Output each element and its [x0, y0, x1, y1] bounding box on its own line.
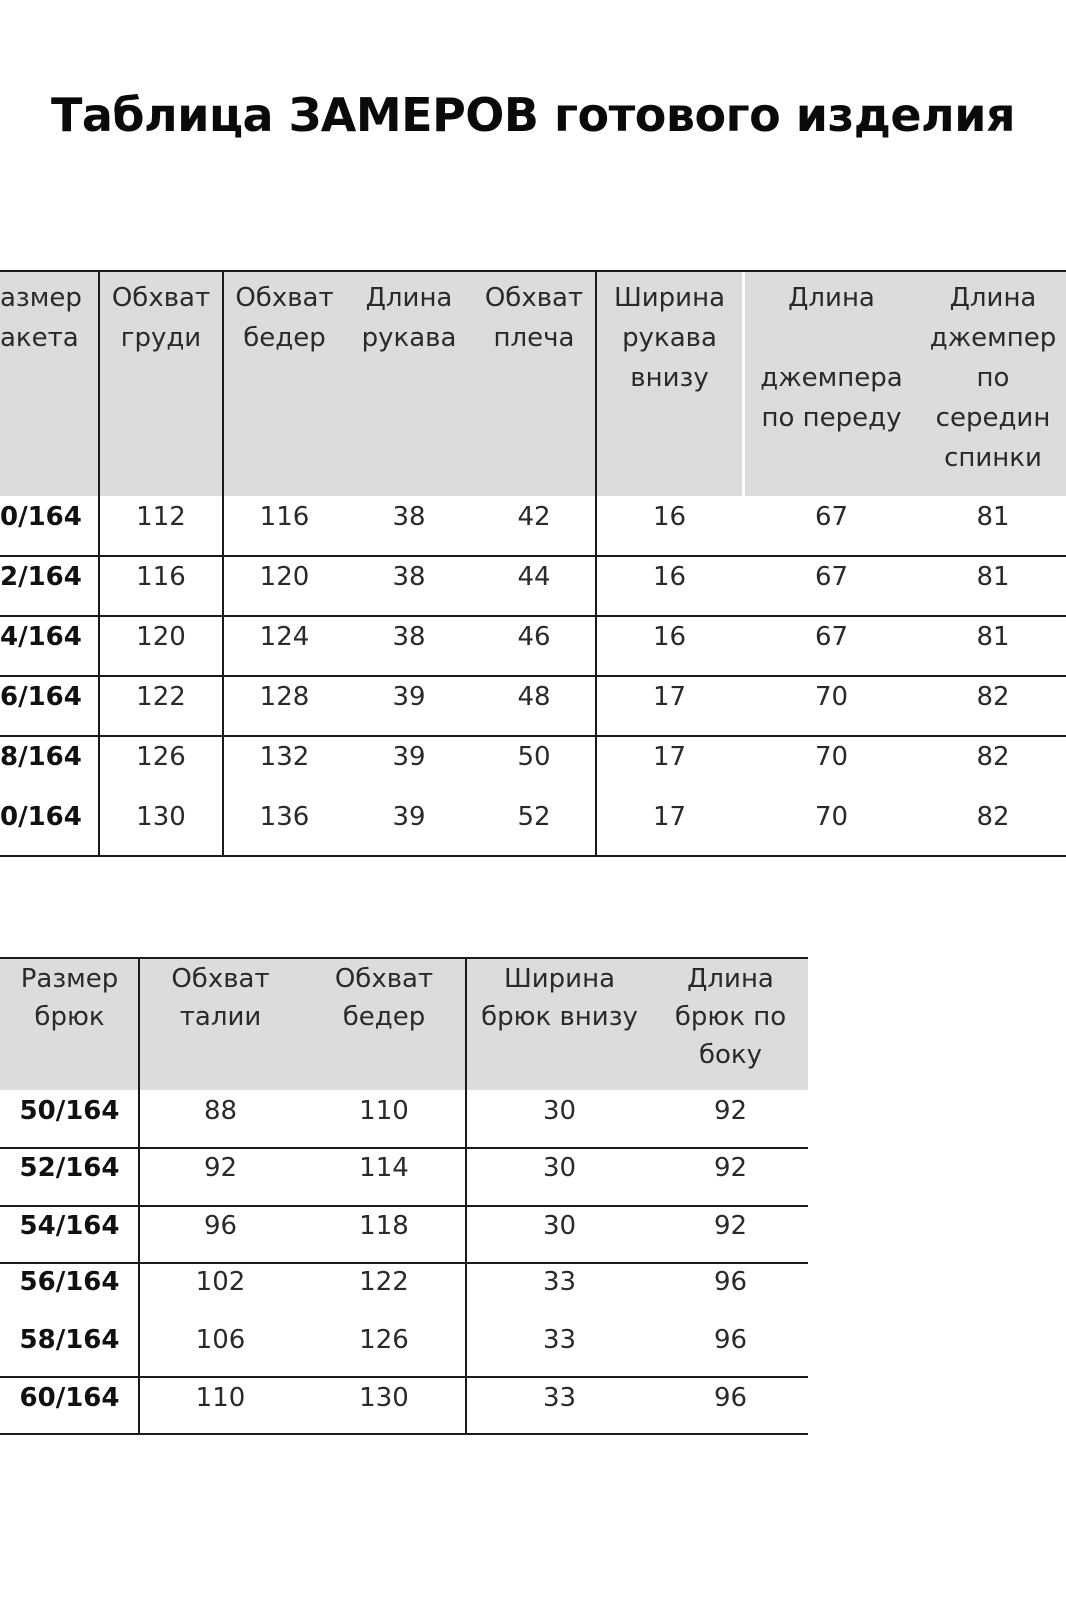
- value-cell: 92: [203, 1153, 238, 1183]
- value-cell: 39: [392, 682, 426, 712]
- value-cell: 16: [652, 502, 687, 532]
- value-cell: 70: [814, 682, 849, 712]
- value-cell: 67: [814, 562, 849, 592]
- value-cell: 88: [203, 1096, 238, 1126]
- value-cell: 82: [976, 742, 1010, 772]
- header-cell: Длина джемпер по середин спинки: [920, 272, 1066, 496]
- size-cell: 6/164: [0, 682, 82, 712]
- row-divider: [0, 615, 1066, 617]
- value-cell: 33: [542, 1267, 577, 1297]
- value-cell: 81: [976, 502, 1010, 532]
- value-cell: 126: [359, 1325, 409, 1355]
- value-cell: 120: [136, 622, 186, 652]
- value-cell: 92: [713, 1096, 748, 1126]
- column-divider: [595, 272, 597, 857]
- value-cell: 96: [713, 1383, 748, 1413]
- value-cell: 39: [392, 802, 426, 832]
- value-cell: 30: [542, 1153, 577, 1183]
- header-cell: Обхват бедер: [302, 958, 466, 1090]
- row-divider: [0, 735, 1066, 737]
- value-cell: 130: [136, 802, 186, 832]
- page-title: Таблица ЗАМЕРОВ готового изделия: [50, 88, 1015, 142]
- value-cell: 33: [542, 1383, 577, 1413]
- value-cell: 38: [392, 622, 426, 652]
- column-divider: [465, 958, 467, 1435]
- value-cell: 116: [259, 502, 310, 532]
- value-cell: 81: [976, 562, 1010, 592]
- value-cell: 122: [136, 682, 186, 712]
- value-cell: 112: [136, 502, 186, 532]
- size-cell: 4/164: [0, 622, 82, 652]
- header-cell: Длина рукава: [346, 272, 472, 496]
- value-cell: 110: [359, 1096, 409, 1126]
- value-cell: 106: [195, 1325, 246, 1355]
- header-cell: Длина джемпера по переду: [743, 272, 920, 496]
- value-cell: 96: [203, 1211, 238, 1241]
- value-cell: 70: [814, 742, 849, 772]
- row-divider: [0, 1147, 808, 1149]
- value-cell: 46: [517, 622, 551, 652]
- value-cell: 70: [814, 802, 849, 832]
- row-divider: [0, 1205, 808, 1207]
- row-divider: [0, 555, 1066, 557]
- header-cell: Ширина брюк внизу: [466, 958, 653, 1090]
- size-cell: 54/164: [19, 1211, 120, 1241]
- size-cell: 56/164: [19, 1267, 120, 1297]
- value-cell: 39: [392, 742, 426, 772]
- value-cell: 38: [392, 502, 426, 532]
- value-cell: 16: [652, 562, 687, 592]
- value-cell: 67: [814, 502, 849, 532]
- row-divider: [0, 1262, 808, 1264]
- header-cell: Обхват плеча: [472, 272, 596, 496]
- size-cell: 60/164: [19, 1383, 120, 1413]
- header-cell: Обхват бедер: [223, 272, 346, 496]
- value-cell: 96: [713, 1325, 748, 1355]
- column-divider: [138, 958, 140, 1435]
- row-divider: [0, 1433, 808, 1435]
- value-cell: 67: [814, 622, 849, 652]
- size-cell: 8/164: [0, 742, 82, 772]
- header-cell: Ширина рукава внизу: [596, 272, 743, 496]
- value-cell: 81: [976, 622, 1010, 652]
- row-divider: [0, 957, 808, 959]
- value-cell: 136: [259, 802, 310, 832]
- value-cell: 33: [542, 1325, 577, 1355]
- value-cell: 110: [195, 1383, 246, 1413]
- value-cell: 38: [392, 562, 426, 592]
- value-cell: 120: [259, 562, 310, 592]
- header-cell: Обхват груди: [99, 272, 223, 496]
- header-gap: [742, 272, 745, 496]
- column-divider: [222, 272, 224, 857]
- value-cell: 132: [259, 742, 310, 772]
- header-cell: Длина брюк по боку: [653, 958, 808, 1090]
- column-divider: [98, 272, 100, 857]
- size-cell: 58/164: [19, 1325, 120, 1355]
- value-cell: 17: [652, 682, 687, 712]
- value-cell: 52: [517, 802, 551, 832]
- value-cell: 126: [136, 742, 186, 772]
- size-cell: 2/164: [0, 562, 82, 592]
- value-cell: 30: [542, 1096, 577, 1126]
- value-cell: 128: [259, 682, 310, 712]
- value-cell: 124: [259, 622, 310, 652]
- value-cell: 82: [976, 802, 1010, 832]
- value-cell: 82: [976, 682, 1010, 712]
- value-cell: 17: [652, 802, 687, 832]
- value-cell: 122: [359, 1267, 409, 1297]
- value-cell: 102: [195, 1267, 246, 1297]
- size-cell: 0/164: [0, 802, 82, 832]
- header-cell: азмер акета: [0, 272, 99, 496]
- value-cell: 16: [652, 622, 687, 652]
- size-cell: 50/164: [19, 1096, 120, 1126]
- value-cell: 48: [517, 682, 551, 712]
- row-divider: [0, 675, 1066, 677]
- row-divider: [0, 855, 1066, 857]
- value-cell: 92: [713, 1211, 748, 1241]
- value-cell: 96: [713, 1267, 748, 1297]
- value-cell: 42: [517, 502, 551, 532]
- size-cell: 52/164: [19, 1153, 120, 1183]
- row-divider: [0, 1376, 808, 1378]
- size-cell: 0/164: [0, 502, 82, 532]
- value-cell: 50: [517, 742, 551, 772]
- value-cell: 30: [542, 1211, 577, 1241]
- value-cell: 130: [359, 1383, 409, 1413]
- value-cell: 114: [359, 1153, 409, 1183]
- value-cell: 118: [359, 1211, 409, 1241]
- row-divider: [0, 270, 1066, 272]
- value-cell: 44: [517, 562, 551, 592]
- value-cell: 17: [652, 742, 687, 772]
- value-cell: 116: [136, 562, 186, 592]
- header-cell: Размер брюк: [0, 958, 139, 1090]
- header-cell: Обхват талии: [139, 958, 302, 1090]
- value-cell: 92: [713, 1153, 748, 1183]
